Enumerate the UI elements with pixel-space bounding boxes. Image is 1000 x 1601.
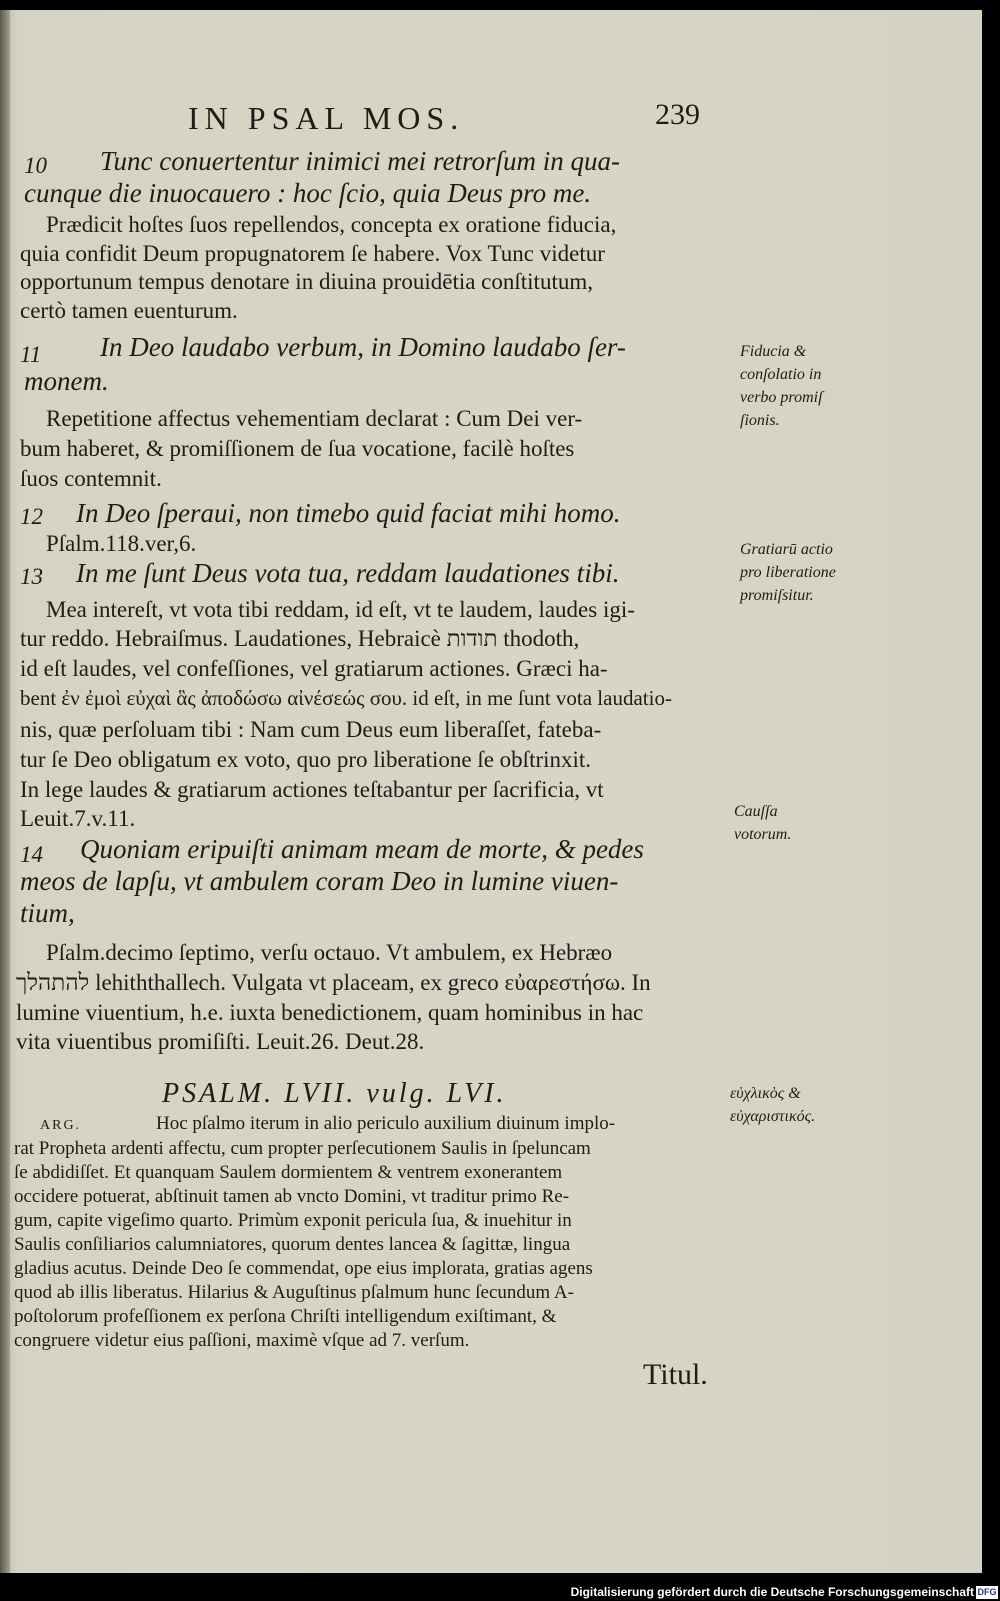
- argument-line: ſe abdidiſſet. Et quanquam Saulem dormientem & ventrem exonerantem: [14, 1162, 563, 1183]
- verse-14-line-1: Quoniam eripuiſti animam meam de morte, & pedes: [80, 834, 644, 864]
- verse-10-commentary-line: Prædicit hoſtes ſuos repellendos, concepta ex oratione fiducia,: [46, 212, 617, 237]
- argument-line: gum, capite vigeſimo quarto. Primùm exponit pericula ſua, & inuehitur in: [14, 1210, 572, 1231]
- verse-13-commentary-line: bent ἐν ἐμοὶ εὐχαὶ ἃς ἀποδώσω αἰνέσεώς σου. id eſt, in me ſunt vota laudatio-: [20, 686, 672, 710]
- verse-10-commentary-line: quia confidit Deum propugnatorem ſe habere. Vox Tunc videtur: [20, 241, 605, 266]
- argument-line: rat Propheta ardenti affectu, cum propter perſecutionem Saulis in ſpeluncam: [14, 1138, 591, 1159]
- verse-13-commentary-line: Mea intereſt, vt vota tibi reddam, id eſt, vt te laudem, laudes igi-: [46, 597, 635, 622]
- page-spine-shadow: [0, 10, 10, 1573]
- verse-12-line-1: In Deo ſperaui, non timebo quid faciat mihi homo.: [76, 498, 621, 528]
- argument-line: poſtolorum profeſſionem ex perſona Chriſti intelligendum exiſtimant, &: [14, 1306, 557, 1327]
- margin-note-euchlikos: εὐχλικὸς & εὐχαριστικός.: [730, 1085, 816, 1125]
- argument-line: quod ab illis liberatus. Hilarius & Auguſtinus pſalmum hunc ſecundum A-: [14, 1282, 574, 1303]
- page-number: 239: [655, 98, 700, 131]
- verse-14-commentary-line: lumine viuentium, h.e. iuxta benedictionem, quam hominibus in hac: [16, 1000, 644, 1025]
- verse-11-commentary-line: Repetitione affectus vehementiam declarat : Cum Dei ver-: [46, 406, 583, 431]
- margin-note-caussa: Cauſſa votorum.: [734, 803, 792, 843]
- book-page: [0, 10, 982, 1573]
- verse-10-line-1: Tunc conuertentur inimici mei retrorſum in qua-: [100, 146, 620, 176]
- verse-13-commentary-line: tur ſe Deo obligatum ex voto, quo pro liberatione ſe obſtrinxit.: [20, 747, 592, 772]
- verse-11-commentary-line: ſuos contemnit.: [20, 466, 162, 491]
- dfg-logo: DFG: [977, 1587, 997, 1597]
- catchword: Titul.: [643, 1358, 708, 1391]
- verse-number-14: 14: [20, 842, 43, 867]
- footer-bar: [0, 1585, 1000, 1601]
- verse-11-commentary-line: bum haberet, & promiſſionem de ſua vocatione, facilè hoſtes: [20, 436, 575, 461]
- verse-10-commentary-line: certò tamen euenturum.: [20, 298, 238, 323]
- verse-number-13: 13: [20, 564, 43, 589]
- argument-line: gladius acutus. Deinde Deo ſe commendat, ope eius implorata, gratias agens: [14, 1258, 593, 1279]
- verse-number-12: 12: [20, 504, 43, 529]
- running-title: IN PSAL MOS.: [188, 100, 465, 136]
- verse-14-line-3: tium,: [20, 898, 75, 928]
- verse-10-commentary-line: opportunum tempus denotare in diuina prouidētia conſtitutum,: [20, 269, 593, 294]
- argument-line: congruere videtur eius paſſioni, maximè vſque ad 7. verſum.: [14, 1330, 470, 1351]
- verse-14-commentary-line: vita viuentibus promiſiſti. Leuit.26. Deut.28.: [16, 1029, 425, 1054]
- verse-13-commentary-line: tur reddo. Hebraiſmus. Laudationes, Hebraicè תודות thodoth,: [20, 626, 580, 651]
- verse-number-11: 11: [20, 342, 42, 367]
- verse-13-line-1: In me ſunt Deus vota tua, reddam laudationes tibi.: [76, 558, 620, 588]
- verse-11-line-2: monem.: [24, 366, 109, 396]
- funding-credit: Digitalisierung gefördert durch die Deutsche Forschungsgemeinschaft: [570, 1585, 974, 1599]
- verse-number-10: 10: [24, 153, 47, 178]
- argument-line: Saulis conſiliarios calumniatores, quorum dentes lancea & ſagittæ, lingua: [14, 1234, 571, 1255]
- argument-label: ARG.: [40, 1118, 82, 1133]
- argument-line: Hoc pſalmo iterum in alio periculo auxilium diuinum implo-: [156, 1113, 616, 1134]
- argument-line: occidere potuerat, abſtinuit tamen ab vncto Domini, vt traditur primo Re-: [14, 1186, 570, 1207]
- verse-13-commentary-line: In lege laudes & gratiarum actiones teſtabantur per ſacrificia, vt: [20, 777, 604, 802]
- margin-note-fiducia: Fiducia & conſolatio in verbo promiſ ſionis.: [740, 343, 823, 429]
- verse-12-commentary-line: Pſalm.118.ver,6.: [46, 531, 197, 556]
- verse-13-commentary-line: id eſt laudes, vel confeſſiones, vel gratiarum actiones. Græci ha-: [20, 656, 608, 681]
- verse-14-line-2: meos de lapſu, vt ambulem coram Deo in lumine viuen-: [20, 866, 619, 896]
- verse-11-line-1: In Deo laudabo verbum, in Domino laudabo ſer-: [100, 332, 626, 362]
- verse-14-commentary-line: Pſalm.decimo ſeptimo, verſu octauo. Vt ambulem, ex Hebræo: [46, 940, 613, 965]
- margin-note-gratiarum: Gratiarū actio pro liberatione promiſsitur.: [740, 541, 836, 604]
- verse-14-commentary-line: להתהלך lehiththallech. Vulgata vt placeam, ex greco εὐαρεστήσω. In: [16, 970, 651, 995]
- psalm-heading: PSALM. LVII. vulg. LVI.: [162, 1078, 507, 1109]
- verse-13-commentary-line: Leuit.7.v.11.: [20, 806, 136, 831]
- verse-10-line-2: cunque die inuocauero : hoc ſcio, quia Deus pro me.: [24, 178, 592, 208]
- verse-13-commentary-line: nis, quæ perſoluam tibi : Nam cum Deus eum liberaſſet, fateba-: [20, 717, 602, 742]
